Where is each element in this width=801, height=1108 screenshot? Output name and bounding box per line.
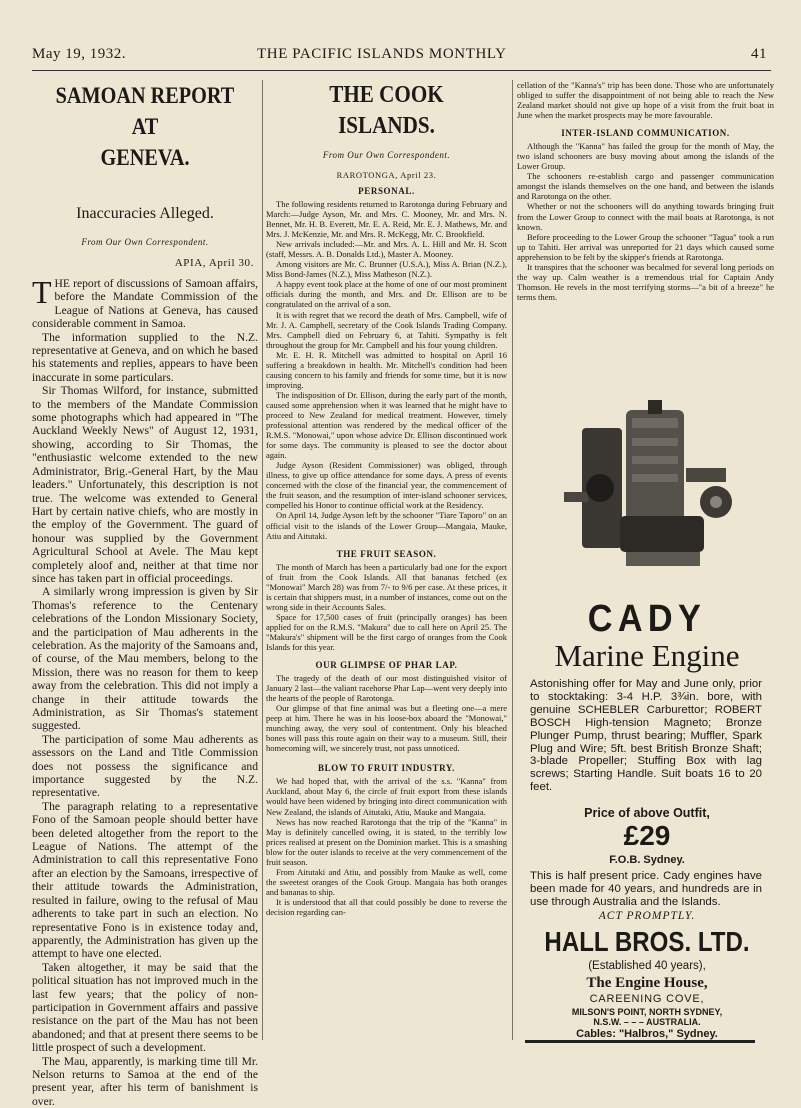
personal-paragraph: Mr. E. H. R. Mitchell was admitted to hospital on April 16 suffering a breakdown in health. Mr. Mitchell's condition had been causing concern to his family and friends for some time, but it is now improving. bbox=[266, 349, 507, 390]
heading-inter-island: INTER-ISLAND COMMUNICATION. bbox=[561, 128, 730, 139]
personal-paragraph: Among visitors are Mr. C. Brunner (U.S.A.), Miss A. Brian (N.Z.), Miss Bond-James (N.Z.), Miss Matheson (N.Z.). bbox=[266, 259, 507, 280]
ad-company: HALL BROS. LTD. bbox=[544, 926, 750, 957]
column-samoa bbox=[32, 80, 258, 1108]
ad-price-label: Price of above Outfit, bbox=[584, 806, 710, 820]
samoa-headline bbox=[46, 80, 245, 173]
ad-state: N.S.W. – – – AUSTRALIA. bbox=[593, 1017, 701, 1027]
ad-description: Astonishing offer for May and June only, prior to stocktaking: 3-4 H.P. 3¾in. bore, with genuine SCHEBLER Carburettor; ROBERT BOSCH High-tension Magneto; Bronze Plunger Pump, thrust bearing; Muffler, Spark Plug and Wire; 5ft. best British Bronze Shaft; 3-blade Propeller; Stuffing Box with lag screws; Starting Handle. Suit boats 16 to 20 feet. bbox=[530, 678, 762, 794]
fruit-paragraph: The month of March has been a particularly bad one for the export of fruit from the Cook Islands. All that bananas fetched (ex "Monowai" March 28) was from 7/- to 9/6 per case. At these prices, it is certain that shippers must, in a number of instances, come out on the wrong side in their Accounts Sales. bbox=[266, 561, 508, 612]
inter-island-paragraph: The schooners re-establish cargo and passenger communication amongst the islands themselves on the one hand, and between the islands and Rarotonga on the other. bbox=[517, 171, 774, 202]
samoa-paragraph: THE report of discussions of Samoan affairs, before the Mandate Commission of the League of Nations at Geneva, has caused considerable comment in Samoa. bbox=[32, 274, 258, 331]
samoa-paragraph: The Mau, apparently, is marking time till Mr. Nelson returns to Samoa at the end of the present year, after his term of banishment is over. bbox=[32, 1054, 258, 1108]
continued-paragraph: cellation of the "Kanna's" trip has been done. Those who are unfortunately obliged to suffer the disappointment of not being able to reach the New Zealand market should not give up hope of a visit from the fruit boat in June when the market prospects may be more favourable. bbox=[517, 80, 774, 121]
cook-headline: THE COOK ISLANDS. bbox=[329, 82, 444, 139]
marine-engine-illustration bbox=[556, 398, 744, 578]
inter-island-paragraph: It transpires that the schooner was becalmed for several long periods on the way up. Calm weather is a tremendous trial for Captain Andy Thomson. He revels in the most terrifying storms—"a bit of a breeze" he terms them. bbox=[517, 261, 774, 302]
engine-icon bbox=[556, 398, 744, 578]
column-continued bbox=[517, 80, 774, 380]
blow-paragraph: It is understood that all that could possibly be done to reverse the decision regarding can- bbox=[266, 896, 507, 917]
blow-paragraph: News has now reached Rarotonga that the trip of the "Kanna" in May is definitely cancelled owing, it is stated, to the terribly low prices realised at present on the Dominion market. This is a smashing blow for the outer islands to receive at the very commencement of the fruit season. bbox=[266, 816, 507, 867]
inter-island-paragraph: Whether or not the schooners will do anything towards bringing fruit from the Lower Group to connect with the mail boats at Rarotonga, is not known. bbox=[517, 201, 774, 232]
ad-product: Marine Engine bbox=[554, 638, 740, 673]
samoa-headline-line2: GENEVA. bbox=[100, 145, 190, 170]
ad-act-promptly: ACT PROMPTLY. bbox=[598, 910, 696, 922]
header-title: THE PACIFIC ISLANDS MONTHLY bbox=[257, 46, 507, 62]
cook-correspondent: From Our Own Correspondent. bbox=[322, 150, 451, 160]
cady-engine-advert bbox=[520, 386, 774, 1041]
ad-cables: Cables: "Halbros," Sydney. bbox=[576, 1028, 718, 1040]
samoa-article-body bbox=[32, 274, 258, 1108]
ad-price: £29 bbox=[623, 820, 671, 851]
phar-lap-paragraph: The tragedy of the death of our most distinguished visitor of January 2 last—the valiant racehorse Phar Lap—went very deeply into the hearts of the people of Rarotonga. bbox=[266, 673, 507, 704]
inter-island-section bbox=[517, 141, 774, 302]
heading-fruit-season: THE FRUIT SEASON. bbox=[336, 548, 437, 559]
ad-bottom-rule bbox=[525, 1040, 755, 1043]
page-header bbox=[32, 46, 771, 68]
blow-section bbox=[266, 776, 507, 917]
column-divider bbox=[512, 80, 513, 1040]
ad-engine-house: The Engine House, bbox=[586, 975, 708, 991]
personal-paragraph: Judge Ayson (Resident Commissioner) was obliged, through illness, to give up office attendance for some days. A press of events concerned with the close of the financial year, the commencement of the fruit season, and the resumption of inter-island schooner services, compelled his Honor to continue official work at the Residency. bbox=[266, 460, 507, 511]
ad-address: MILSON'S POINT, NORTH SYDNEY, bbox=[571, 1007, 723, 1017]
header-date: May 19, 1932. bbox=[32, 46, 126, 62]
heading-phar-lap: OUR GLIMPSE OF PHAR LAP. bbox=[315, 660, 458, 671]
personal-paragraph: The following residents returned to Rarotonga during February and March:—Judge Ayson, Mr. and Mrs. C. Mooney, Mr. and Mrs. N. Bennet, Mr. H. B. Everett, Mr. E. A. Reid, Mr. E. J. Mathews, Mr. and Mrs. J. McKenzie, Mr. and Mrs. R. McKegg, Mr. C. Brookfield. bbox=[266, 199, 507, 240]
personal-paragraph: The indisposition of Dr. Ellison, during the early part of the month, caused some apprehension when it was learned that he might have to proceed to New Zealand for medical treatment. However, timely professional attention was rendered by the medical officer of the R.M.S. "Monowai," upon whose advice Dr. Ellison discontinued work for some days. The community is pleased to see the doctor about again. bbox=[266, 389, 507, 461]
samoa-correspondent: From Our Own Correspondent. bbox=[81, 237, 209, 247]
fruit-section bbox=[266, 562, 507, 652]
phar-lap-section bbox=[266, 673, 507, 753]
ad-careening: CAREENING COVE, bbox=[589, 993, 705, 1005]
personal-paragraph: New arrivals included:—Mr. and Mrs. A. L. Hill and Mr. H. Scott (staff, Messrs. A. B. Donalds Ltd.), Master A. Mooney. bbox=[266, 239, 507, 260]
samoa-subtitle: Inaccuracies Alleged. bbox=[76, 205, 214, 222]
samoa-paragraph: The participation of some Mau adherents as assessors on the Land and Title Commission does not possess the significance and importance suggested by the N.Z. representative. bbox=[32, 732, 258, 800]
samoa-paragraph: The paragraph relating to a representative Fono of the Samoan people should better have been deleted altogether from the report to the League of Nations. The attempt of the Administration to call this representative Fono after an election by the Samoans, irrespective of their attitude towards the Administration, resulted in failure, owing to the refusal of Mau adherents to take part in such an election. No representative Fono is in existence today and, apparently, the Administration has given up the attempt to have one elected. bbox=[32, 799, 258, 961]
header-rule bbox=[32, 70, 771, 71]
samoa-dateline: APIA, April 30. bbox=[174, 257, 254, 269]
ad-note: This is half present price. Cady engines have been made for 40 years, and hundreds are in use through Australia and the Islands. bbox=[530, 870, 762, 908]
personal-paragraph: On April 14, Judge Ayson left by the schooner "Tiare Taporo" on an official visit to the islands of the Lower Group—Mangaia, Mauke, Atiu and Aitutaki. bbox=[266, 510, 507, 541]
samoa-paragraph: The information supplied to the N.Z. representative at Geneva, and on which he based his statements and replies, appears to have been inaccurate in some particulars. bbox=[32, 330, 258, 384]
ad-established: (Established 40 years), bbox=[588, 960, 706, 972]
personal-section bbox=[266, 199, 507, 541]
heading-blow-fruit: BLOW TO FRUIT INDUSTRY. bbox=[317, 763, 456, 774]
blow-paragraph: We had hoped that, with the arrival of the s.s. "Kanna" from Auckland, about May 6, the circle of fruit export from these islands would have been widened by bringing into direct communication with New Zealand, the islands of Aitutaki, Atiu, Mauke and Mangaia. bbox=[266, 776, 507, 817]
fruit-paragraph: Space for 17,500 cases of fruit (principally oranges) has been applied for on the R.M.S. "Makura" due to call here on April 25. The "Makura's" shipment will be the first cargo of oranges from the Cook Islands for this year. bbox=[266, 611, 507, 652]
cook-dateline: RAROTONGA, April 23. bbox=[336, 170, 437, 180]
header-page-number: 41 bbox=[751, 46, 767, 62]
ad-brand: CADY bbox=[587, 598, 707, 640]
samoa-paragraph: Taken altogether, it may be said that the political situation has not improved much in the last few years; that the policy of non-participation in Government affairs and passive resistance on the part of the Mau has not been abandoned; and that at present there seems to be little prospect of such a development. bbox=[32, 960, 258, 1055]
blow-paragraph: From Aitutaki and Atiu, and possibly from Mauke as well, come the sweetest oranges of the Cook Group. Mangaia has both oranges and bananas to ship. bbox=[266, 866, 507, 897]
inter-island-paragraph: Before proceeding to the Lower Group the schooner "Tagua" took a run up to Tahiti. Her arrival was unreported for 21 days which caused some apprehension to be felt by the skipper's friends at Rarotonga. bbox=[517, 231, 774, 262]
samoa-paragraph: Sir Thomas Wilford, for instance, submitted to the members of the Mandate Commission some photographs which had appeared in "The Auckland Weekly News" of August 12, 1931, showing, according to Sir Thomas, the "enthusiastic welcome extended to the new Administrator, Brig.-General Hart, by the Mau leaders." Unfortunately, this description is not true. The welcome was extended to General Hart by certain native chiefs, who are mostly in the employ of the Government. The guard of honour was supplied by the Government Agricultural School at Avele. The Mau kept completely aloof and, neither at that time nor since has taken part in official proceedings. bbox=[32, 384, 258, 585]
inter-island-paragraph: Although the "Kanna" has failed the group for the month of May, the two island schooners are busy moving about among the islands of the Lower Group. bbox=[517, 141, 774, 172]
phar-lap-paragraph: Our glimpse of that fine animal was but a fleeting one—a mere peep at him. There he was in his loose-box aboard the "Monowai," munching away, the very soul of contentment. Only his bleached bones will pass this route again on their way to a museum. Still, their homecoming will, we sincerely trust, not pass unnoticed. bbox=[266, 703, 507, 754]
personal-paragraph: It is with regret that we record the death of Mrs. Campbell, wife of Mr. J. A. Campbell, secretary of the Cook Islands Trading Company. Mrs. Campbell died on February 6, at Tahiti. Sympathy is felt throughout the group for Mr. Campbell and his four young children. bbox=[266, 309, 507, 350]
ad-fob: F.O.B. Sydney. bbox=[609, 854, 685, 866]
samoa-headline-line1: SAMOAN REPORT AT bbox=[55, 83, 235, 139]
heading-personal: PERSONAL. bbox=[358, 186, 415, 196]
column-cook bbox=[266, 80, 507, 1050]
column-divider bbox=[262, 80, 263, 1040]
samoa-paragraph: A similarly wrong impression is given by Sir Thomas's reference to the Centenary celebrations of the London Missionary Society, and the participation of Mau adherents in the celebration. As the majority of the Samoans and, of course, of the Mau members, belong to the Mission, there was no reason for them to keep away from the celebration. This did not imply a change in their attitude towards the Administration, as Sir Thomas's statement suggested. bbox=[32, 585, 258, 733]
personal-paragraph: A happy event took place at the home of one of our most prominent officials during the month, and Mrs. and Dr. Ellison are to be congratulated on the arrival of a son. bbox=[266, 279, 507, 310]
continued-text bbox=[517, 80, 774, 120]
